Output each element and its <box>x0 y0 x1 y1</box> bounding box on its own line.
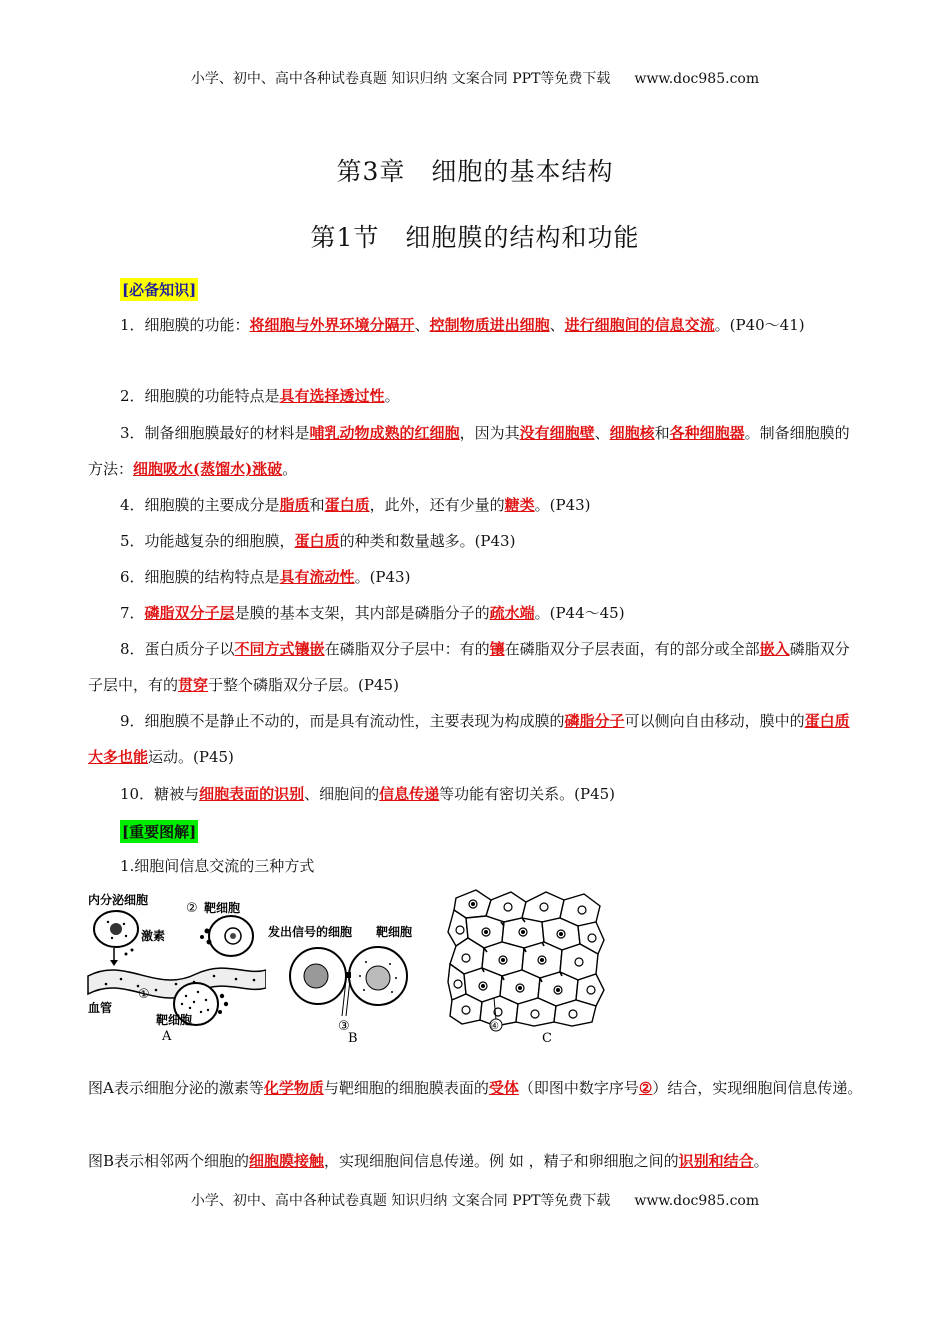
label-3: ③ <box>338 1019 350 1034</box>
footer-url[interactable]: www.doc985.com <box>634 1193 760 1209</box>
item-5 <box>88 523 864 559</box>
key-term: 细胞核 <box>609 424 655 442</box>
panel-b: B <box>348 1031 358 1044</box>
key-term: 细胞膜接触 <box>249 1152 325 1170</box>
text-run: 图A表示细胞分泌的激素等 <box>88 1079 264 1097</box>
key-term: 蛋白质大多也能 <box>88 712 850 766</box>
text-run: 3．制备细胞膜最好的材料是 <box>120 424 310 442</box>
key-term: 蛋白质 <box>324 496 370 514</box>
text-run: 。(P44～45) <box>534 604 625 622</box>
key-term: 具有流动性 <box>279 568 355 586</box>
key-term: 识别和结合 <box>678 1152 754 1170</box>
text-run: 等功能有密切关系。(P45) <box>439 785 616 803</box>
text-run: 7． <box>120 604 145 622</box>
label-target-bottom: 靶细胞 <box>156 1013 193 1027</box>
key-term: 磷脂双分子层 <box>144 604 235 622</box>
label-4: ④ <box>490 1021 499 1032</box>
text-run: 。(P43) <box>354 568 411 586</box>
figure-c <box>446 886 606 1044</box>
text-run: 是膜的基本支架，其内部是磷脂分子的 <box>234 604 490 622</box>
label-endocrine: 内分泌细胞 <box>88 893 149 907</box>
text-run: 。 <box>282 460 298 478</box>
text-run: ，实现细胞间信息传递。例 如 ，精子和卵细胞之间的 <box>324 1152 679 1170</box>
figure-a <box>86 884 266 1044</box>
tag-knowledge: [必备知识] <box>120 278 198 301</box>
key-term: 将细胞与外界环境分隔开 <box>249 316 415 334</box>
text-run: 、 <box>549 316 565 334</box>
header-text: 小学、初中、高中各种试卷真题 知识归纳 文案合同 PPT等免费下载 <box>190 71 611 87</box>
page-header <box>0 68 950 88</box>
text-run: 和 <box>654 424 670 442</box>
key-term: 具有选择透过性 <box>279 387 385 405</box>
text-run: 6．细胞膜的结构特点是 <box>120 568 280 586</box>
footer-text: 小学、初中、高中各种试卷真题 知识归纳 文案合同 PPT等免费下载 <box>190 1193 611 1209</box>
label-target-b: 靶细胞 <box>376 925 413 939</box>
text-run: 2．细胞膜的功能特点是 <box>120 387 280 405</box>
item-9 <box>88 703 864 775</box>
item-7 <box>88 595 864 631</box>
key-term: 糖类 <box>504 496 535 514</box>
key-term: 信息传递 <box>379 785 440 803</box>
text-run: 和 <box>309 496 325 514</box>
item-2 <box>88 378 864 414</box>
key-term: 脂质 <box>279 496 310 514</box>
key-term: 蛋白质 <box>294 532 340 550</box>
text-run: 。 <box>384 387 400 405</box>
text-run: 图B表示相邻两个细胞的 <box>88 1152 250 1170</box>
key-term: 细胞表面的识别 <box>199 785 305 803</box>
label-vessel: 血管 <box>88 1001 113 1015</box>
text-run: 在磷脂双分子层表面，有的部分或全部 <box>504 640 760 658</box>
page-footer <box>0 1190 950 1210</box>
text-run: 4．细胞膜的主要成分是 <box>120 496 280 514</box>
text-run: 与靶细胞的细胞膜表面的 <box>323 1079 489 1097</box>
text-run: ，因为其 <box>459 424 520 442</box>
label-signal-cell: 发出信号的细胞 <box>268 925 353 939</box>
key-term: 贯穿 <box>178 676 209 694</box>
text-run: 。(P40～41) <box>714 316 805 334</box>
item-6 <box>88 559 864 595</box>
text-run: 。(P43) <box>534 496 591 514</box>
tag-diagram: [重要图解] <box>120 820 198 843</box>
text-run: （即图中数字序号 <box>518 1079 639 1097</box>
text-run: 5．功能越复杂的细胞膜， <box>120 532 295 550</box>
text-run: 磷脂双分子层中，有的 <box>88 640 850 694</box>
item-4 <box>88 487 864 523</box>
key-term: 控制物质进出细胞 <box>429 316 550 334</box>
diagram-title: 1.细胞间信息交流的三种方式 <box>120 857 315 875</box>
key-term: 嵌入 <box>759 640 790 658</box>
text-run: 1．细胞膜的功能： <box>120 316 250 334</box>
text-run: 在磷脂双分子层中：有的 <box>324 640 490 658</box>
item-1 <box>88 307 864 343</box>
item-10 <box>88 776 864 812</box>
text-run: 可以侧向自由移动，膜中的 <box>624 712 805 730</box>
section-title: 第1节 细胞膜的结构和功能 <box>310 223 640 252</box>
key-term: 磷脂分子 <box>564 712 625 730</box>
text-run: ，此外，还有少量的 <box>369 496 505 514</box>
text-run: 运动。(P45) <box>148 748 234 766</box>
label-1: ① <box>138 987 150 1002</box>
header-url[interactable]: www.doc985.com <box>634 71 760 87</box>
chapter-title: 第3章 细胞的基本结构 <box>336 157 614 186</box>
panel-a: A <box>162 1029 172 1044</box>
key-term: 进行细胞间的信息交流 <box>564 316 715 334</box>
panel-c: C <box>542 1031 552 1044</box>
key-term: 疏水端 <box>489 604 535 622</box>
figure-b <box>266 918 426 1044</box>
label-2: ② <box>186 901 198 916</box>
key-term: 不同方式镶嵌 <box>234 640 325 658</box>
text-run: ）结合，实现细胞间信息传递。 <box>652 1079 863 1097</box>
key-term: 化学物质 <box>263 1079 324 1097</box>
text-run: 、 <box>594 424 610 442</box>
key-term: 没有细胞壁 <box>519 424 595 442</box>
key-term: 受体 <box>488 1079 519 1097</box>
text-run: 、 <box>414 316 430 334</box>
text-run: 。 <box>753 1152 769 1170</box>
text-run: 10．糖被与 <box>120 785 200 803</box>
para-b <box>88 1143 864 1179</box>
label-hormone: 激素 <box>141 929 166 943</box>
item-8 <box>88 631 864 703</box>
text-run: 、细胞间的 <box>304 785 380 803</box>
key-term: ② <box>638 1079 653 1097</box>
key-term: 镶 <box>489 640 505 658</box>
text-run: 于整个磷脂双分子层。(P45) <box>208 676 399 694</box>
key-term: 哺乳动物成熟的红细胞 <box>309 424 460 442</box>
text-run: 的种类和数量越多。(P43) <box>339 532 516 550</box>
item-3 <box>88 415 864 487</box>
key-term: 各种细胞器 <box>669 424 745 442</box>
text-run: 。制备细胞膜的方法： <box>88 424 850 478</box>
key-term: 细胞吸水(蒸馏水)涨破 <box>133 460 283 478</box>
text-run: 8．蛋白质分子以 <box>120 640 235 658</box>
text-run: 9．细胞膜不是静止不动的，而是具有流动性，主要表现为构成膜的 <box>120 712 565 730</box>
label-target-top: 靶细胞 <box>204 901 241 915</box>
para-a <box>88 1070 864 1106</box>
